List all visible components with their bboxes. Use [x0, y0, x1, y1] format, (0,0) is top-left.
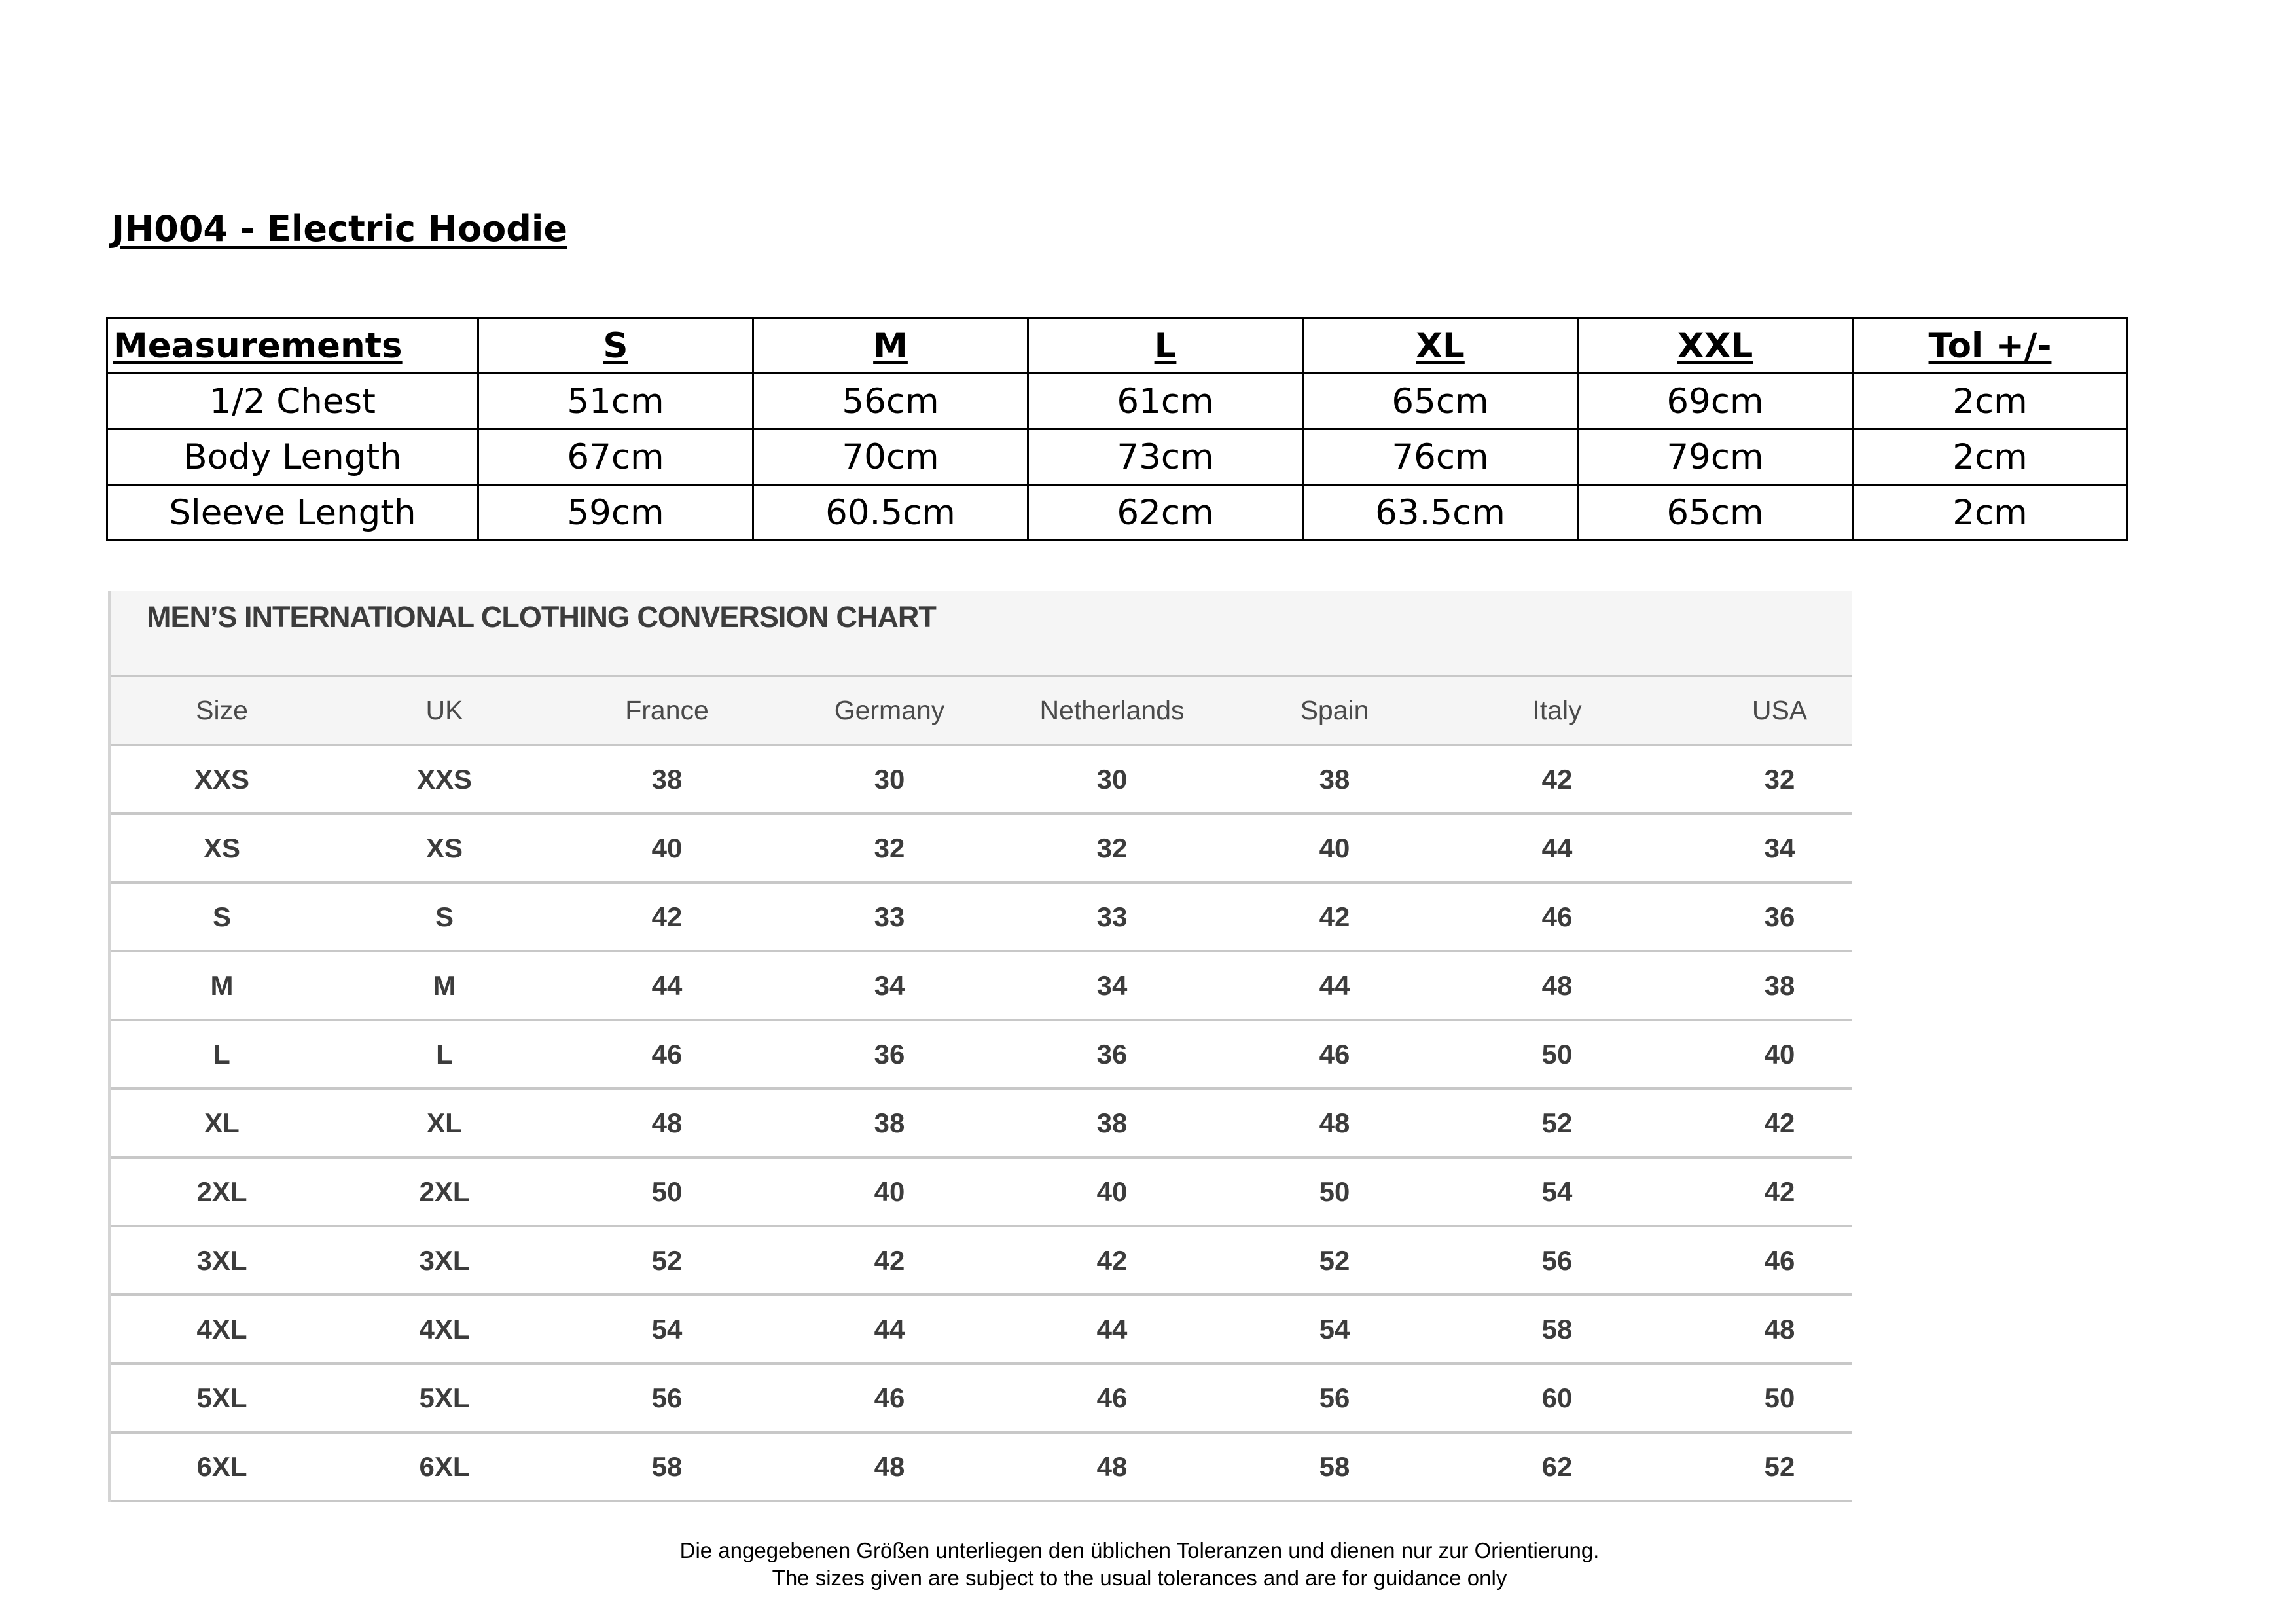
conversion-cell: 42	[874, 1244, 905, 1276]
conversion-cell: 6XL	[196, 1451, 247, 1482]
conversion-chart-title: MEN’S INTERNATIONAL CLOTHING CONVERSION CHART	[147, 600, 936, 634]
conversion-row	[111, 1090, 1852, 1159]
conversion-cell: M	[210, 969, 234, 1001]
conversion-cell: XXS	[194, 763, 250, 795]
conversion-cell: 48	[874, 1451, 905, 1482]
conversion-cell: L	[436, 1038, 453, 1070]
conversion-cell: 4XL	[419, 1313, 470, 1344]
conversion-cell: 46	[651, 1038, 683, 1070]
conversion-cell: 52	[651, 1244, 683, 1276]
measurements-cell: 67cm	[478, 429, 753, 485]
conversion-cell: 40	[651, 832, 683, 863]
conversion-cell: 44	[874, 1313, 905, 1344]
conversion-row	[111, 1227, 1852, 1296]
conversion-header-cell: Spain	[1300, 695, 1369, 725]
measurements-cell: Body Length	[107, 429, 478, 485]
conversion-cell: M	[433, 969, 456, 1001]
conversion-chart	[108, 591, 1852, 1502]
measurements-table	[106, 317, 2128, 541]
conversion-cell: 36	[874, 1038, 905, 1070]
conversion-cell: 42	[1764, 1107, 1795, 1138]
conversion-cell: 38	[1319, 763, 1350, 795]
conversion-row	[111, 1159, 1852, 1227]
conversion-header-row	[111, 677, 1852, 746]
conversion-cell: 56	[1319, 1382, 1350, 1413]
conversion-header-cell: Italy	[1532, 695, 1582, 725]
conversion-cell: 42	[1319, 901, 1350, 932]
measurements-header-cell: XXL	[1578, 318, 1853, 374]
conversion-cell: XL	[204, 1107, 240, 1138]
conversion-cell: 48	[1764, 1313, 1795, 1344]
conversion-row	[111, 1434, 1852, 1502]
conversion-cell: 44	[1541, 832, 1573, 863]
conversion-cell: 42	[1541, 763, 1573, 795]
conversion-chart-header	[111, 591, 1852, 677]
conversion-cell: 42	[1764, 1176, 1795, 1207]
conversion-cell: 54	[1319, 1313, 1350, 1344]
conversion-cell: 40	[1764, 1038, 1795, 1070]
conversion-cell: 58	[1541, 1313, 1573, 1344]
measurements-cell: 61cm	[1028, 374, 1303, 429]
conversion-cell: 38	[1096, 1107, 1128, 1138]
conversion-cell: 38	[874, 1107, 905, 1138]
conversion-cell: 52	[1764, 1451, 1795, 1482]
measurements-header-cell: Measurements	[107, 318, 478, 374]
conversion-header-cell: Size	[196, 695, 248, 725]
conversion-cell: S	[212, 901, 231, 932]
conversion-cell: 54	[1541, 1176, 1573, 1207]
conversion-cell: S	[435, 901, 454, 932]
conversion-header-cell: France	[625, 695, 709, 725]
conversion-cell: 46	[1541, 901, 1573, 932]
conversion-cell: 44	[651, 969, 683, 1001]
conversion-cell: 40	[1096, 1176, 1128, 1207]
page-title: JH004 - Electric Hoodie	[111, 208, 567, 249]
conversion-cell: 62	[1541, 1451, 1573, 1482]
conversion-cell: 44	[1096, 1313, 1128, 1344]
conversion-cell: 60	[1541, 1382, 1573, 1413]
conversion-cell: 32	[1764, 763, 1795, 795]
measurements-cell: 1/2 Chest	[107, 374, 478, 429]
conversion-cell: 44	[1319, 969, 1350, 1001]
measurements-cell: 59cm	[478, 485, 753, 541]
conversion-cell: 56	[651, 1382, 683, 1413]
measurements-cell: 63.5cm	[1303, 485, 1578, 541]
conversion-row	[111, 815, 1852, 884]
conversion-cell: 48	[1096, 1451, 1128, 1482]
measurements-header-cell: L	[1028, 318, 1303, 374]
conversion-cell: 54	[651, 1313, 683, 1344]
conversion-cell: 58	[651, 1451, 683, 1482]
measurements-cell: Sleeve Length	[107, 485, 478, 541]
measurements-cell: 2cm	[1853, 485, 2128, 541]
conversion-cell: 3XL	[419, 1244, 470, 1276]
conversion-cell: 4XL	[196, 1313, 247, 1344]
conversion-header-cell: USA	[1751, 695, 1808, 725]
conversion-row	[111, 746, 1852, 815]
conversion-row	[111, 884, 1852, 952]
conversion-cell: 6XL	[419, 1451, 470, 1482]
measurements-cell: 56cm	[753, 374, 1028, 429]
measurements-cell: 69cm	[1578, 374, 1853, 429]
conversion-cell: 32	[1096, 832, 1128, 863]
measurements-row	[107, 485, 2128, 541]
measurements-cell: 65cm	[1578, 485, 1853, 541]
conversion-row	[111, 1296, 1852, 1365]
conversion-cell: 50	[1764, 1382, 1795, 1413]
measurements-cell: 51cm	[478, 374, 753, 429]
measurements-cell: 79cm	[1578, 429, 1853, 485]
conversion-cell: 33	[874, 901, 905, 932]
conversion-cell: L	[213, 1038, 230, 1070]
conversion-cell: 38	[1764, 969, 1795, 1001]
conversion-cell: 48	[1541, 969, 1573, 1001]
conversion-cell: 40	[1319, 832, 1350, 863]
conversion-cell: 50	[1319, 1176, 1350, 1207]
conversion-row	[111, 952, 1852, 1021]
conversion-cell: 30	[1096, 763, 1128, 795]
conversion-cell: 46	[1096, 1382, 1128, 1413]
conversion-cell: 58	[1319, 1451, 1350, 1482]
conversion-cell: 42	[651, 901, 683, 932]
conversion-cell: 42	[1096, 1244, 1128, 1276]
conversion-cell: 34	[1096, 969, 1128, 1001]
measurements-header-cell: XL	[1303, 318, 1578, 374]
conversion-cell: 36	[1764, 901, 1795, 932]
conversion-cell: 30	[874, 763, 905, 795]
measurements-row	[107, 374, 2128, 429]
conversion-cell: 46	[1764, 1244, 1795, 1276]
conversion-header-cell: Netherlands	[1039, 695, 1185, 725]
measurements-header-row	[107, 318, 2128, 374]
measurements-header-cell: Tol +/-	[1853, 318, 2128, 374]
conversion-cell: 48	[651, 1107, 683, 1138]
conversion-cell: 52	[1541, 1107, 1573, 1138]
measurements-cell: 76cm	[1303, 429, 1578, 485]
footer-note-english: The sizes given are subject to the usual tolerances and are for guidance only	[772, 1566, 1507, 1590]
measurements-cell: 62cm	[1028, 485, 1303, 541]
conversion-cell: XXS	[416, 763, 473, 795]
conversion-cell: 52	[1319, 1244, 1350, 1276]
conversion-cell: 5XL	[419, 1382, 470, 1413]
conversion-header-cell: UK	[425, 695, 463, 725]
measurements-row	[107, 429, 2128, 485]
conversion-cell: 50	[651, 1176, 683, 1207]
footer-note-german: Die angegebenen Größen unterliegen den üblichen Toleranzen und dienen nur zur Orientierung.	[679, 1538, 1600, 1562]
conversion-cell: 33	[1096, 901, 1128, 932]
conversion-cell: 48	[1319, 1107, 1350, 1138]
measurements-cell: 2cm	[1853, 374, 2128, 429]
conversion-cell: 2XL	[196, 1176, 247, 1207]
conversion-cell: 40	[874, 1176, 905, 1207]
measurements-cell: 73cm	[1028, 429, 1303, 485]
measurements-header-cell: S	[478, 318, 753, 374]
conversion-cell: XS	[203, 832, 241, 863]
measurements-cell: 60.5cm	[753, 485, 1028, 541]
measurements-cell: 65cm	[1303, 374, 1578, 429]
conversion-row	[111, 1365, 1852, 1434]
conversion-header-cell: Germany	[834, 695, 945, 725]
conversion-cell: 56	[1541, 1244, 1573, 1276]
measurements-header-cell: M	[753, 318, 1028, 374]
conversion-cell: 34	[874, 969, 905, 1001]
conversion-cell: 38	[651, 763, 683, 795]
measurements-cell: 70cm	[753, 429, 1028, 485]
conversion-cell: 36	[1096, 1038, 1128, 1070]
conversion-cell: 2XL	[419, 1176, 470, 1207]
conversion-cell: 46	[874, 1382, 905, 1413]
conversion-cell: 46	[1319, 1038, 1350, 1070]
conversion-cell: 32	[874, 832, 905, 863]
footer-note	[0, 1537, 2296, 1592]
conversion-cell: 34	[1764, 832, 1795, 863]
conversion-cell: 50	[1541, 1038, 1573, 1070]
conversion-cell: 5XL	[196, 1382, 247, 1413]
conversion-cell: XL	[427, 1107, 462, 1138]
conversion-cell: XS	[425, 832, 463, 863]
conversion-cell: 3XL	[196, 1244, 247, 1276]
measurements-cell: 2cm	[1853, 429, 2128, 485]
conversion-row	[111, 1021, 1852, 1090]
